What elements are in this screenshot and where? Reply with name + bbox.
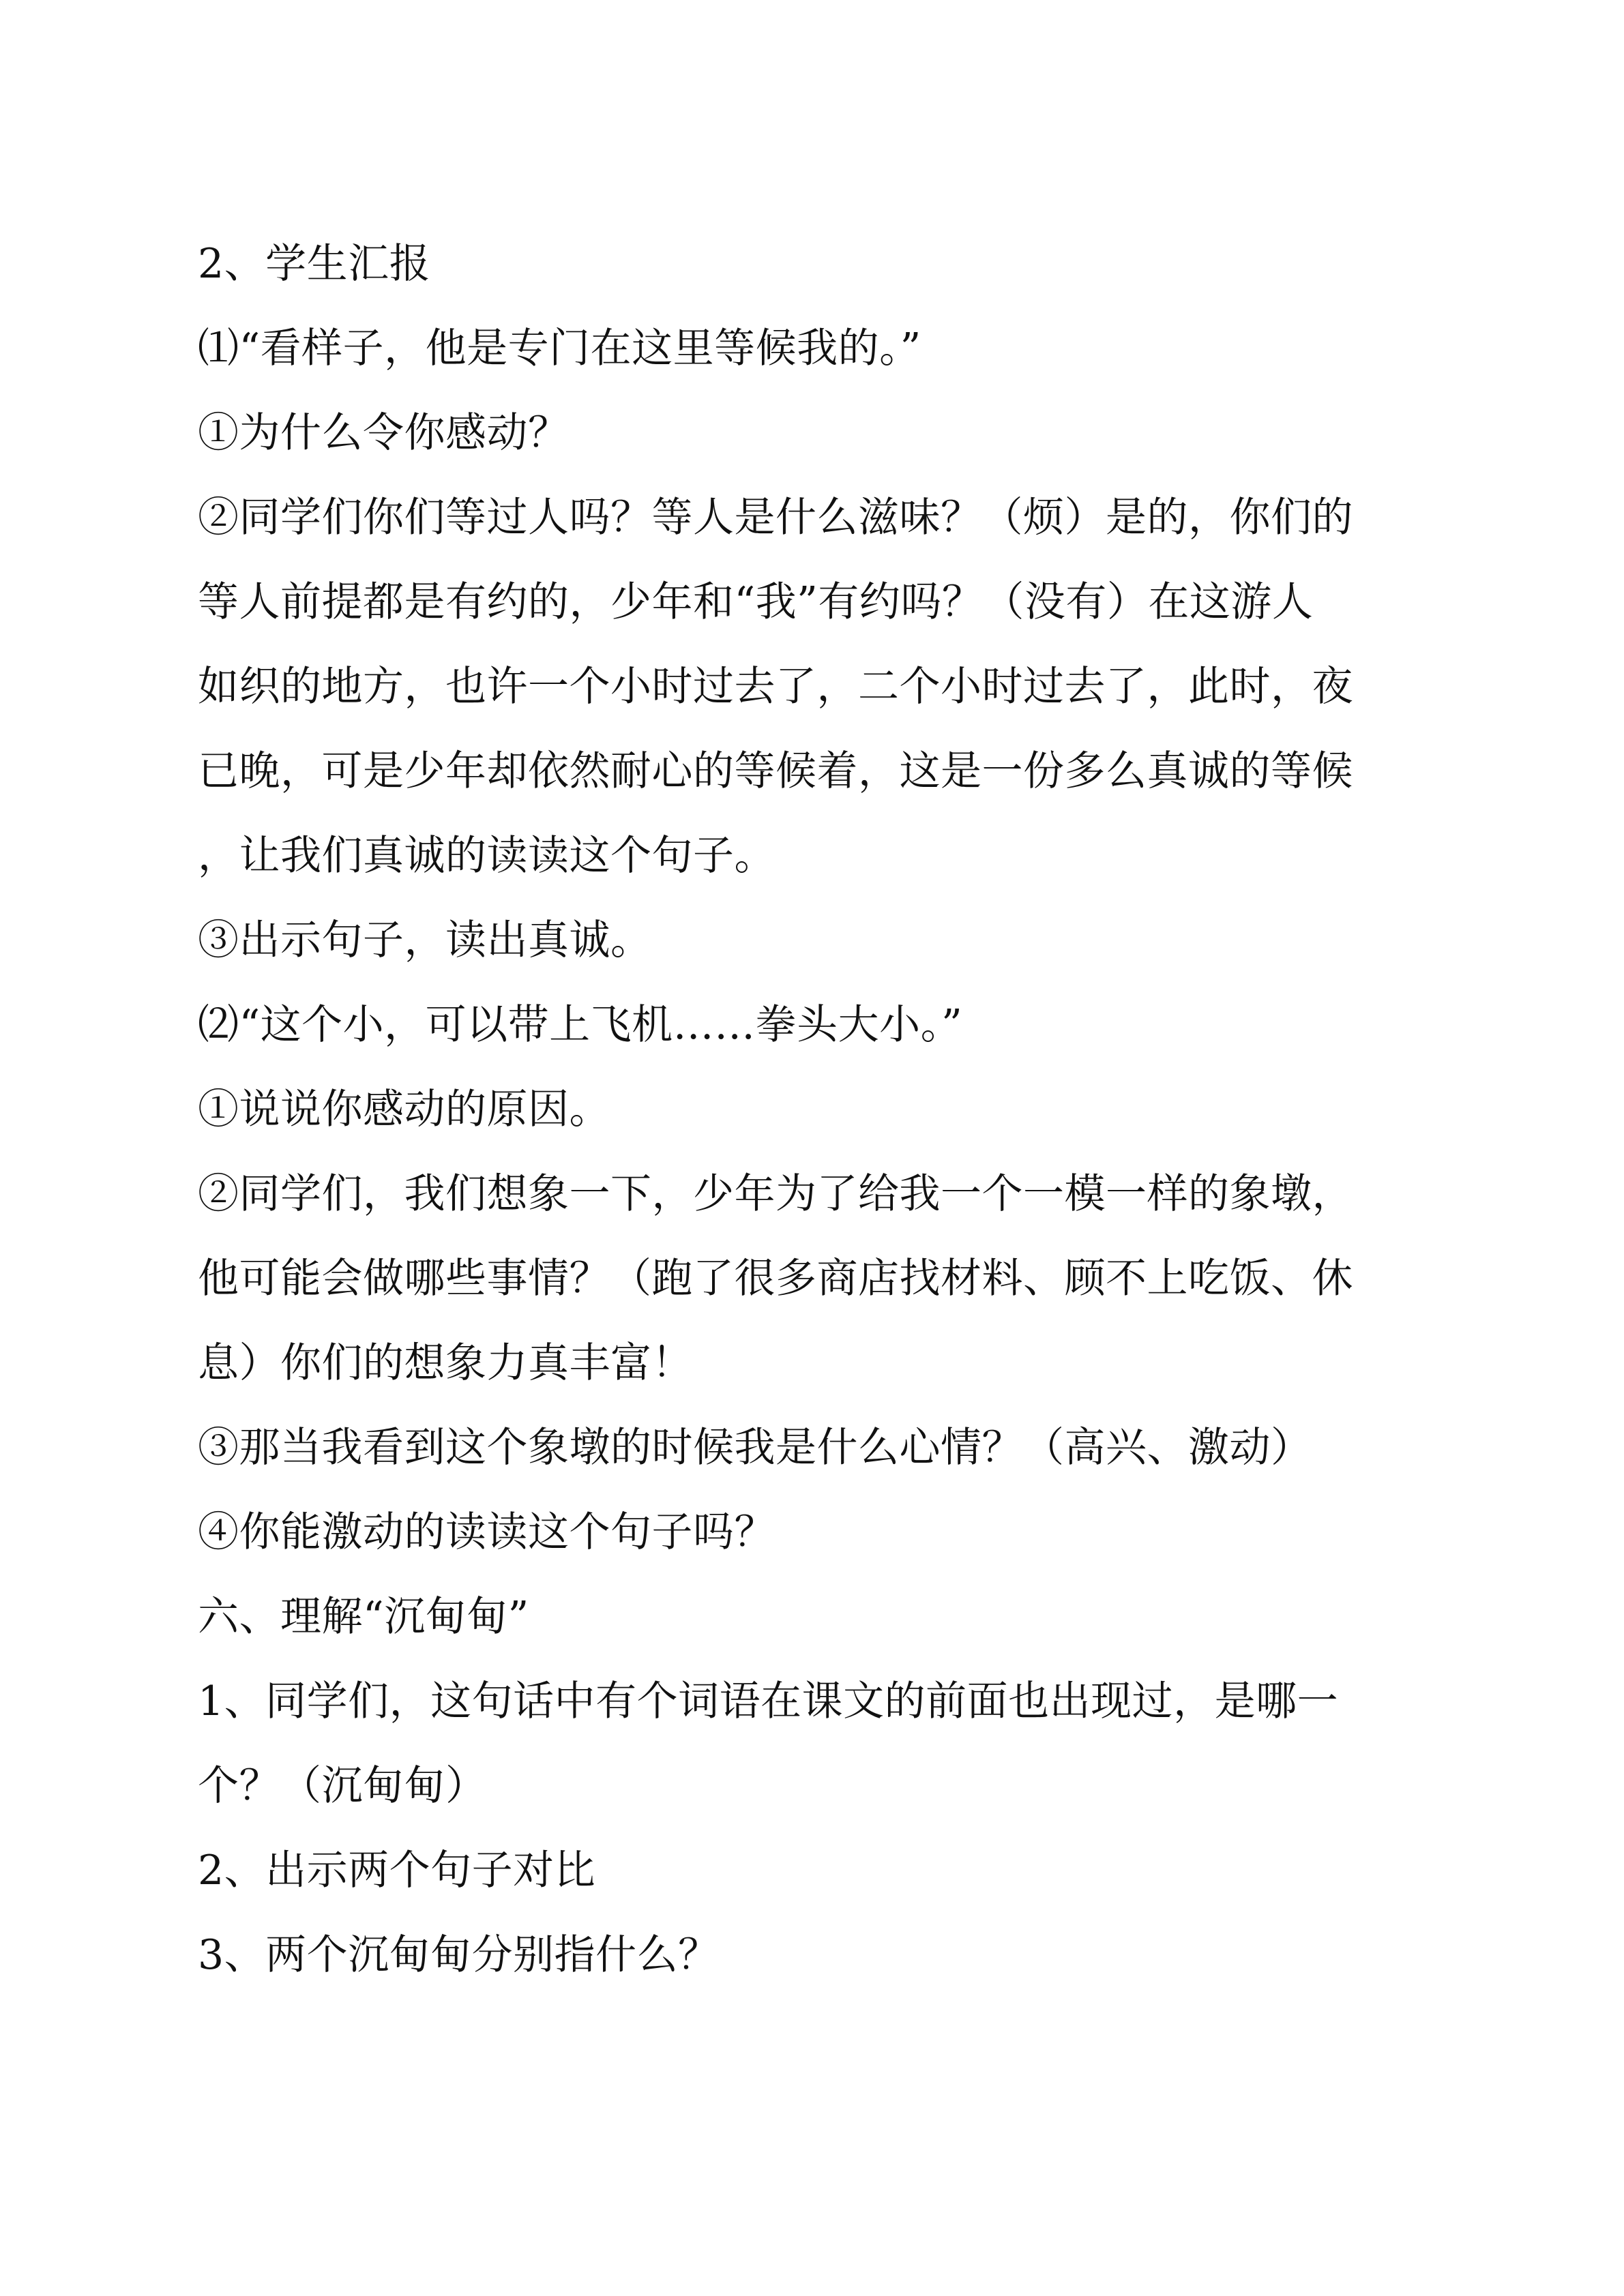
paragraph-line: 如织的地方，也许一个小时过去了，二个小时过去了，此时，夜 — [198, 663, 1353, 711]
instruction-line: ③出示句子，读出真诚。 — [198, 916, 652, 964]
paragraph-line: ，让我们真诚的读读这个句子。 — [198, 832, 776, 880]
paragraph-line: ②同学们，我们想象一下，少年为了给我一个一模一样的象墩， — [198, 1170, 1353, 1218]
paragraph-line: 1、同学们，这句话中有个词语在课文的前面也出现过，是哪一 — [198, 1678, 1339, 1725]
section-heading-student-report: 2、学生汇报 — [198, 240, 431, 288]
paragraph-line: 个？（沉甸甸） — [198, 1762, 487, 1810]
quote-sentence-1: ⑴“看样子，他是专门在这里等候我的。” — [198, 325, 921, 372]
paragraph-line: 息）你们的想象力真丰富！ — [198, 1339, 693, 1387]
paragraph-line: ②同学们你们等过人吗？等人是什么滋味？（烦）是的，你们的 — [198, 494, 1353, 541]
instruction-line: 2、出示两个句子对比 — [198, 1847, 596, 1894]
document-body — [198, 222, 1432, 1997]
paragraph-line: 他可能会做哪些事情？（跑了很多商店找材料、顾不上吃饭、休 — [198, 1255, 1353, 1302]
question-line: ④你能激动的读读这个句子吗？ — [198, 1508, 776, 1556]
section-heading-understand: 六、理解“沉甸甸” — [198, 1593, 529, 1641]
paragraph-line: 等人前提都是有约的，少年和“我”有约吗？（没有）在这游人 — [198, 578, 1314, 626]
question-line: 3、两个沉甸甸分别指什么？ — [198, 1931, 720, 1979]
question-line: ③那当我看到这个象墩的时候我是什么心情？（高兴、激动） — [198, 1424, 1312, 1472]
question-line: ①说说你感动的原因。 — [198, 1086, 610, 1133]
paragraph-line: 已晚，可是少年却依然耐心的等候着，这是一份多么真诚的等候 — [198, 747, 1353, 795]
question-line: ①为什么令你感动？ — [198, 409, 570, 457]
quote-sentence-2: ⑵“这个小，可以带上飞机……拳头大小。” — [198, 1001, 963, 1049]
